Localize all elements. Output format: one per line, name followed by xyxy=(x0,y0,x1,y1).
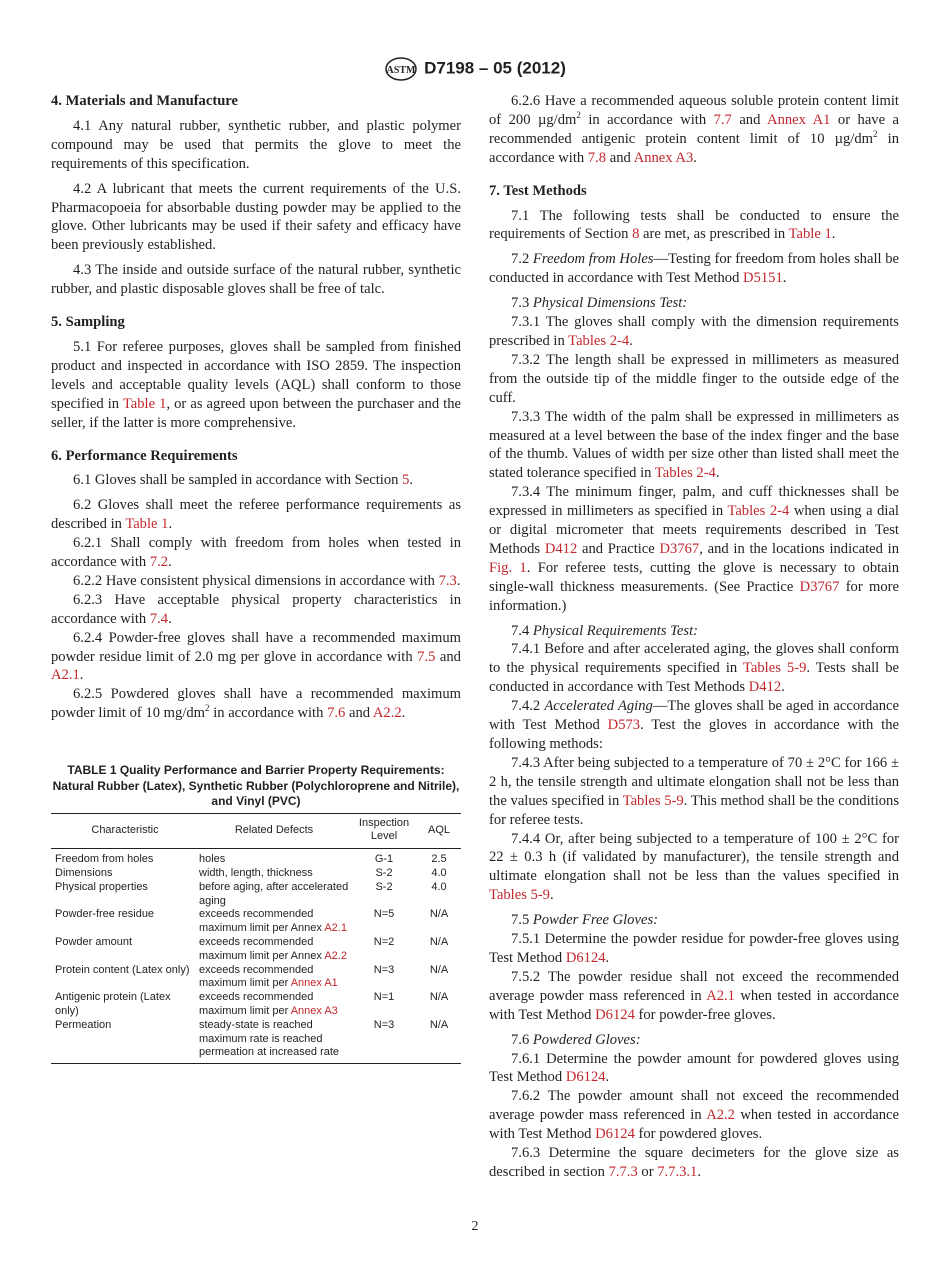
table-cell: Dimensions xyxy=(55,867,113,880)
text-run: steady-state is reached maximum rate is reached permeation at increased rate xyxy=(199,1018,340,1059)
cross-reference-link[interactable]: 7.5 xyxy=(417,648,436,665)
table-row xyxy=(51,936,461,964)
text-run: 7.4.1 Before and after accelerated aging, the gloves shall conform to the physical requirements specified in xyxy=(489,641,899,677)
text-run: 7.2 xyxy=(511,251,533,268)
text-run: before aging, after accelerated aging xyxy=(199,880,349,907)
paragraph xyxy=(51,629,461,686)
section-heading xyxy=(51,92,461,111)
table-header: AQL xyxy=(417,813,461,849)
table-cell: 2.5 xyxy=(431,853,447,866)
paragraph xyxy=(489,754,899,830)
paragraph xyxy=(489,207,899,245)
cross-reference-link[interactable]: D6124 xyxy=(595,1126,635,1143)
paragraph xyxy=(489,622,899,641)
cross-reference-link[interactable]: Annex A1 xyxy=(290,977,338,990)
text-run: Powder Free Gloves: xyxy=(532,912,658,929)
text-run: 7.6 xyxy=(511,1031,533,1048)
cross-reference-link[interactable]: Tables 5-9 xyxy=(489,887,550,904)
table-cell xyxy=(197,849,351,867)
cross-reference-link[interactable]: Tables 2-4 xyxy=(727,503,790,520)
paragraph xyxy=(489,968,899,1025)
text-run: when tested in accordance with Test Method xyxy=(489,1107,900,1143)
superscript: 2 xyxy=(205,703,210,714)
text-run: in accordance with xyxy=(209,705,328,722)
text-run: for more information.) xyxy=(489,578,899,614)
text-run: for powder-free gloves. xyxy=(634,1006,776,1023)
left-column xyxy=(51,92,461,1064)
text-run: . xyxy=(168,554,172,571)
svg-text:ASTM: ASTM xyxy=(386,65,416,76)
text-run: when using a dial or digital micrometer that meets requirements described in Test Methods xyxy=(489,503,899,557)
cross-reference-link[interactable]: Annex A3 xyxy=(633,149,694,166)
text-run: 7.4.2 xyxy=(511,698,545,715)
cross-reference-link[interactable]: Tables 2-4 xyxy=(568,332,630,349)
table-cell: N/A xyxy=(429,1018,449,1031)
cross-reference-link[interactable]: A2.2 xyxy=(324,949,347,962)
text-run: . xyxy=(629,332,633,349)
text-run: 6. Performance Requirements xyxy=(51,447,238,464)
text-run: 7.6.1 Determine the powder amount for powdered gloves using Test Method xyxy=(489,1050,899,1086)
cross-reference-link[interactable]: Fig. 1 xyxy=(489,559,527,576)
text-run: holes xyxy=(199,853,226,866)
text-run: . xyxy=(831,226,836,243)
table-cell: N=1 xyxy=(373,991,395,1004)
paragraph xyxy=(51,572,461,591)
superscript: 2 xyxy=(576,110,581,121)
text-run: and xyxy=(606,149,634,166)
table-cell: 4.0 xyxy=(431,880,447,893)
text-run: . xyxy=(168,516,173,533)
paragraph xyxy=(489,294,899,313)
table-cell xyxy=(197,991,351,1019)
table-row xyxy=(51,908,461,936)
table-cell: N=5 xyxy=(373,908,395,921)
paragraph xyxy=(489,1031,899,1050)
cross-reference-link[interactable]: A2.1 xyxy=(706,987,735,1004)
cross-reference-link[interactable]: D6124 xyxy=(595,1006,635,1023)
paragraph xyxy=(51,496,461,534)
text-run: . Tests shall be conducted in accordance with Test Methods xyxy=(489,660,899,696)
text-run: 6.2.5 Powdered gloves shall have a recommended maximum powder limit of 10 mg/dm xyxy=(51,686,461,722)
cross-reference-link[interactable]: 7.7 xyxy=(713,111,732,128)
cross-reference-link[interactable]: D3767 xyxy=(799,578,840,595)
paragraph xyxy=(489,1050,899,1088)
text-run: or have a recommended antigenic protein content limit of 10 µg/dm xyxy=(489,111,899,147)
cross-reference-link[interactable]: 8 xyxy=(632,226,640,243)
text-run: 7.4.3 After being subjected to a temperature of 70 ± 2°C for 166 ± 2 h, the tensile strength and ultimate elongation shall not be less than the values specified in xyxy=(489,754,899,809)
cross-reference-link[interactable]: 7.7.3 xyxy=(608,1163,638,1180)
table-cell: N=2 xyxy=(373,936,395,949)
cross-reference-link[interactable]: Annex A3 xyxy=(290,1005,338,1018)
table-cell: N/A xyxy=(429,991,449,1004)
paragraph xyxy=(489,640,899,697)
paragraph xyxy=(489,250,899,288)
page-number: 2 xyxy=(471,1219,479,1234)
paragraph xyxy=(489,697,899,754)
text-run: 6.1 Gloves shall be sampled in accordance with Section xyxy=(73,472,403,489)
text-run: exceeds recommended maximum limit per xyxy=(199,963,314,990)
text-run: . xyxy=(168,610,172,627)
document-header xyxy=(0,56,950,82)
text-run: 6.2.3 Have acceptable physical property characteristics in accordance with xyxy=(51,591,461,627)
text-run: —Testing for freedom from holes shall be conducted in accordance with Test Method xyxy=(489,251,900,287)
text-run: . xyxy=(409,472,414,489)
paragraph xyxy=(489,1144,899,1182)
text-run: for powdered gloves. xyxy=(634,1126,763,1143)
table-1 xyxy=(51,763,461,1064)
text-run: 7.3.3 The width of the palm shall be expressed in millimeters as measured at a level between the base of the index finger and the base of the thumb. Values of width per size other than listed shall meet the stated tolerance specified in xyxy=(489,408,899,482)
paragraph xyxy=(51,534,461,572)
text-run: 7.5 xyxy=(511,912,533,929)
paragraph xyxy=(51,180,461,256)
cross-reference-link[interactable]: D573 xyxy=(607,717,641,734)
text-run: . xyxy=(79,667,84,684)
table-cell: N/A xyxy=(429,963,449,976)
table-header: Inspection Level xyxy=(351,813,417,849)
text-run: Accelerated Aging xyxy=(544,698,653,715)
text-run: 6.2.4 Powder-free gloves shall have a recommended maximum powder residue limit of 2.0 mg per glove in accordance with xyxy=(51,629,461,665)
text-run: . xyxy=(605,1069,610,1086)
text-run: exceeds recommended maximum limit per xyxy=(199,991,314,1018)
text-run: 5. Sampling xyxy=(51,314,125,331)
text-run: . xyxy=(715,465,720,482)
text-run: width, length, thickness xyxy=(199,867,313,880)
document-designation: D7198 – 05 (2012) xyxy=(424,58,566,78)
section-heading xyxy=(51,447,461,466)
table-row xyxy=(51,881,461,909)
text-run: 7.3 xyxy=(511,295,533,312)
text-run: 6.2.6 Have a recommended aqueous soluble protein content limit of 200 µg/dm xyxy=(489,93,899,128)
table-cell: N=3 xyxy=(373,1018,395,1031)
table-cell xyxy=(197,908,351,936)
table-cell: G-1 xyxy=(374,853,394,866)
cross-reference-link[interactable]: 7.3 xyxy=(438,572,457,589)
table-title: TABLE 1 Quality Performance and Barrier Property Requirements: Natural Rubber (Latex), Synthetic Rubber (Polychloroprene and Nitrile), and Vinyl (PVC) xyxy=(52,763,460,809)
text-run: 5.1 For referee purposes, gloves shall be sampled from finished product and inspected in accordance with ISO 2859. The inspection levels and acceptable quality levels (AQL) shall conform to those specified in xyxy=(51,338,461,412)
cross-reference-link[interactable]: Table 1 xyxy=(125,516,169,533)
paragraph xyxy=(51,117,461,174)
text-run: Physical Dimensions Test: xyxy=(532,295,688,312)
paragraph xyxy=(51,261,461,299)
text-run: Freedom from Holes xyxy=(532,251,654,268)
paragraph xyxy=(489,830,899,906)
table-row xyxy=(51,867,461,881)
text-run: 6.2 Gloves shall meet the referee performance requirements as described in xyxy=(51,497,461,533)
paragraph xyxy=(51,685,461,723)
paragraph xyxy=(489,408,899,484)
text-run: Physical Requirements Test: xyxy=(532,622,698,639)
paragraph xyxy=(489,92,899,168)
text-run: , and in the locations indicated in xyxy=(699,540,900,557)
cross-reference-link[interactable]: 7.7.3.1 xyxy=(657,1163,698,1180)
cross-reference-link[interactable]: 7.4 xyxy=(149,610,169,627)
text-run: . xyxy=(401,705,406,722)
cross-reference-link[interactable]: D5151 xyxy=(743,270,783,287)
cross-reference-link[interactable]: D412 xyxy=(748,679,782,696)
table-cell: N/A xyxy=(429,908,449,921)
text-run: 7.4.4 Or, after being subjected to a temperature of 100 ± 2°C for 22 ± 0.3 h (if validated by manufacturer), the tensile strength and ultimate elongation shall not be less than the values specified in xyxy=(489,830,899,885)
paragraph xyxy=(51,471,461,490)
cross-reference-link[interactable]: 7.8 xyxy=(587,149,607,166)
paragraph xyxy=(489,483,899,615)
table-cell xyxy=(197,881,351,909)
table-cell: N/A xyxy=(429,936,449,949)
table-cell xyxy=(197,936,351,964)
text-run: 4. Materials and Manufacture xyxy=(51,93,238,109)
superscript: 2 xyxy=(873,128,878,139)
table-cell: Protein content (Latex only) xyxy=(55,963,190,976)
table-cell: Physical properties xyxy=(55,880,148,893)
table-cell: S-2 xyxy=(375,880,393,893)
text-run: . xyxy=(697,1163,702,1180)
cross-reference-link[interactable]: Tables 5-9 xyxy=(622,792,684,809)
astm-logo-icon xyxy=(384,56,418,82)
text-run: 6.2.1 Shall comply with freedom from holes when tested in accordance with xyxy=(51,535,461,571)
text-run: exceeds recommended maximum limit per Annex xyxy=(199,908,325,935)
text-run: 7.3.4 The minimum finger, palm, and cuff thicknesses shall be expressed in millimeters as specified in xyxy=(489,484,899,520)
text-run: 7.6.2 The powder amount shall not exceed the recommended average powder mass referenced in xyxy=(489,1088,899,1124)
paragraph xyxy=(489,1087,899,1144)
text-run: in accordance with xyxy=(489,130,899,166)
cross-reference-link[interactable]: A2.1 xyxy=(324,922,347,935)
text-run: and Practice xyxy=(577,540,660,557)
right-column xyxy=(489,92,899,1182)
text-run: 4.1 Any natural rubber, synthetic rubber, and plastic polymer compound may be used that permits the glove to meet the requirements of this specification. xyxy=(51,117,461,172)
table-cell: Antigenic protein (Latex only) xyxy=(55,991,171,1018)
text-run: . xyxy=(781,679,785,696)
text-run: . xyxy=(782,270,787,287)
text-run: 7.6.3 Determine the square decimeters for the glove size as described in section xyxy=(489,1145,899,1180)
text-run: and xyxy=(435,648,461,665)
text-run: . Test the gloves in accordance with the following methods: xyxy=(489,717,899,752)
text-run: are met, as prescribed in xyxy=(639,226,789,243)
paragraph xyxy=(489,351,899,408)
text-run: Powdered Gloves: xyxy=(532,1031,641,1048)
paragraph xyxy=(489,313,899,351)
text-run: and xyxy=(345,705,373,722)
section-heading xyxy=(489,182,899,201)
text-run: 7.5.2 The powder residue shall not exceed the recommended average powder mass referenced in xyxy=(489,968,899,1004)
cross-reference-link[interactable]: A2.2 xyxy=(372,705,402,722)
text-run: , or as agreed upon between the purchaser and the seller, if the latter is more comprehensive. xyxy=(51,395,462,431)
table-cell: N=3 xyxy=(373,963,395,976)
cross-reference-link[interactable]: Table 1 xyxy=(788,226,832,243)
text-run: when tested in accordance with Test Method xyxy=(489,987,900,1023)
paragraph xyxy=(51,338,461,433)
table-cell: 4.0 xyxy=(431,867,447,880)
cross-reference-link[interactable]: D3767 xyxy=(659,540,700,557)
cross-reference-link[interactable]: D412 xyxy=(544,540,578,557)
paragraph xyxy=(489,930,899,968)
cross-reference-link[interactable]: A2.1 xyxy=(51,667,80,684)
table-cell: S-2 xyxy=(375,867,393,880)
table-row xyxy=(51,1019,461,1064)
text-run: . xyxy=(456,572,461,589)
cross-reference-link[interactable]: 7.2 xyxy=(149,554,169,571)
table-cell: Powder-free residue xyxy=(55,908,155,921)
cross-reference-link[interactable]: Table 1 xyxy=(122,395,167,412)
cross-reference-link[interactable]: 7.6 xyxy=(327,705,346,722)
cross-reference-link[interactable]: Tables 5-9 xyxy=(743,660,807,677)
text-run: and xyxy=(731,111,768,128)
text-run: . xyxy=(693,149,697,166)
paragraph xyxy=(51,591,461,629)
table-header: Characteristic xyxy=(51,813,197,849)
text-run: exceeds recommended maximum limit per Annex xyxy=(199,936,325,962)
text-run: 7.3.1 The gloves shall comply with the dimension requirements prescribed in xyxy=(489,314,899,349)
cross-reference-link[interactable]: D6124 xyxy=(565,1069,606,1086)
text-run: in accordance with xyxy=(580,111,714,128)
table-row xyxy=(51,964,461,992)
text-run: . xyxy=(549,887,554,904)
table-cell: Freedom from holes xyxy=(55,853,154,866)
table-row xyxy=(51,849,461,867)
table-header: Related Defects xyxy=(197,813,351,849)
table-row xyxy=(51,991,461,1019)
table-cell xyxy=(197,964,351,992)
cross-reference-link[interactable]: Tables 2-4 xyxy=(654,465,716,482)
text-run: or xyxy=(637,1163,658,1180)
text-run: 4.3 The inside and outside surface of the natural rubber, synthetic rubber, and plastic disposable gloves shall be free of talc. xyxy=(51,262,461,298)
text-run: 7.4 xyxy=(511,622,533,639)
text-run: —The gloves shall be aged in accordance with Test Method xyxy=(489,698,899,734)
text-run: 4.2 A lubricant that meets the current requirements of the U.S. Pharmacopoeia for absorbable dusting powder may be applied to the glove. Other lubricants may be used if their safety and efficacy have been previously established. xyxy=(51,180,461,254)
table-cell xyxy=(197,1019,351,1064)
cross-reference-link[interactable]: Annex A1 xyxy=(767,111,831,128)
text-run: . xyxy=(605,949,610,966)
cross-reference-link[interactable]: A2.2 xyxy=(706,1107,735,1124)
cross-reference-link[interactable]: 5 xyxy=(402,472,410,489)
text-run: 6.2.2 Have consistent physical dimensions in accordance with xyxy=(73,572,439,589)
text-run: 7. Test Methods xyxy=(489,182,587,199)
paragraph xyxy=(489,911,899,930)
table-cell: Powder amount xyxy=(55,936,133,949)
cross-reference-link[interactable]: D6124 xyxy=(565,949,606,966)
section-heading xyxy=(51,313,461,332)
text-run: . This method shall be the conditions for referee tests. xyxy=(489,792,900,828)
text-run: 7.3.2 The length shall be expressed in millimeters as measured from the outside tip of the middle finger to the outside edge of the cuff. xyxy=(489,351,899,406)
text-run: . For referee tests, cutting the glove is necessary to obtain single-wall thickness measurements. (See Practice xyxy=(489,559,899,595)
text-run: 7.5.1 Determine the powder residue for powder-free gloves using Test Method xyxy=(489,931,899,966)
table-cell: Permeation xyxy=(55,1018,112,1031)
text-run: 7.1 The following tests shall be conducted to ensure the requirements of Section xyxy=(489,207,899,243)
table-cell xyxy=(197,867,351,881)
